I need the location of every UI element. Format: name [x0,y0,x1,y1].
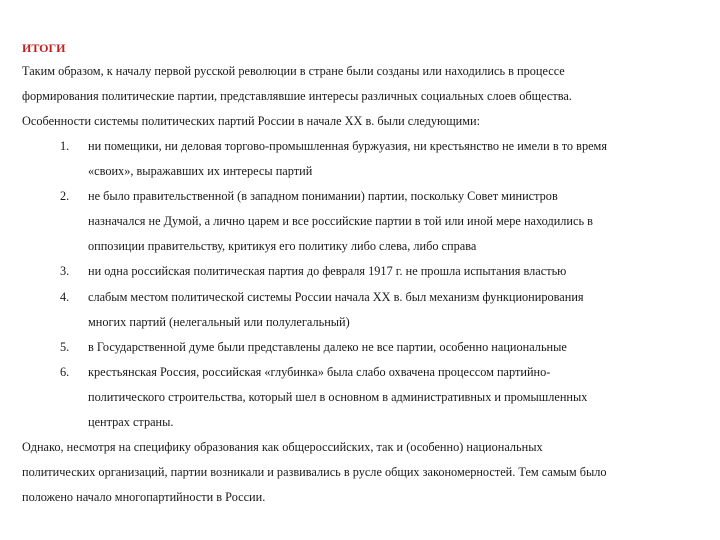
conclusion-line: положено начало многопартийности в России. [22,490,266,504]
list-item-line: слабым местом политической системы России начала XX в. был механизм функционирования [88,290,584,304]
intro-line: Таким образом, к началу первой русской революции в стране были созданы или находились в процессе [22,64,565,78]
list-number: 3. [60,264,70,278]
list-item-line: назначался не Думой, а лично царем и все российские партии в той или иной мере находились в [88,214,593,228]
page-title: ИТОГИ [22,41,66,55]
list-number: 1. [60,139,70,153]
list-item-line: ни помещики, ни деловая торгово-промышленная буржуазия, ни крестьянство не имели в то время [88,139,607,153]
list-item-line: многих партий (нелегальный или полулегальный) [88,315,350,329]
intro-line: формирования политические партии, представлявшие интересы различных социальных слоев общества. [22,89,572,103]
list-item-line: центрах страны. [88,415,174,429]
list-number: 4. [60,290,70,304]
list-number: 5. [60,340,70,354]
list-item-line: не было правительственной (в западном понимании) партии, поскольку Совет министров [88,189,558,203]
list-number: 2. [60,189,70,203]
list-item-line: «своих», выражавших их интересы партий [88,164,313,178]
conclusion-line: Однако, несмотря на специфику образования как общероссийских, так и (особенно) национальных [22,440,543,454]
list-item-line: оппозиции правительству, критикуя его политику либо слева, либо справа [88,239,477,253]
list-item-line: политического строительства, который шел в основном в административных и промышленных [88,390,588,404]
intro-line: Особенности системы политических партий России в начале XX в. были следующими: [22,114,481,128]
list-number: 6. [60,365,70,379]
conclusion-line: политических организаций, партии возникали и развивались в русле общих закономерностей. Тем самым было [22,465,607,479]
list-item-line: крестьянская Россия, российская «глубинка» была слабо охвачена процессом партийно- [88,365,551,379]
list-item-line: ни одна российская политическая партия до февраля 1917 г. не прошла испытания властью [88,264,567,278]
list-item-line: в Государственной думе были представлены далеко не все партии, особенно национальные [88,340,567,354]
